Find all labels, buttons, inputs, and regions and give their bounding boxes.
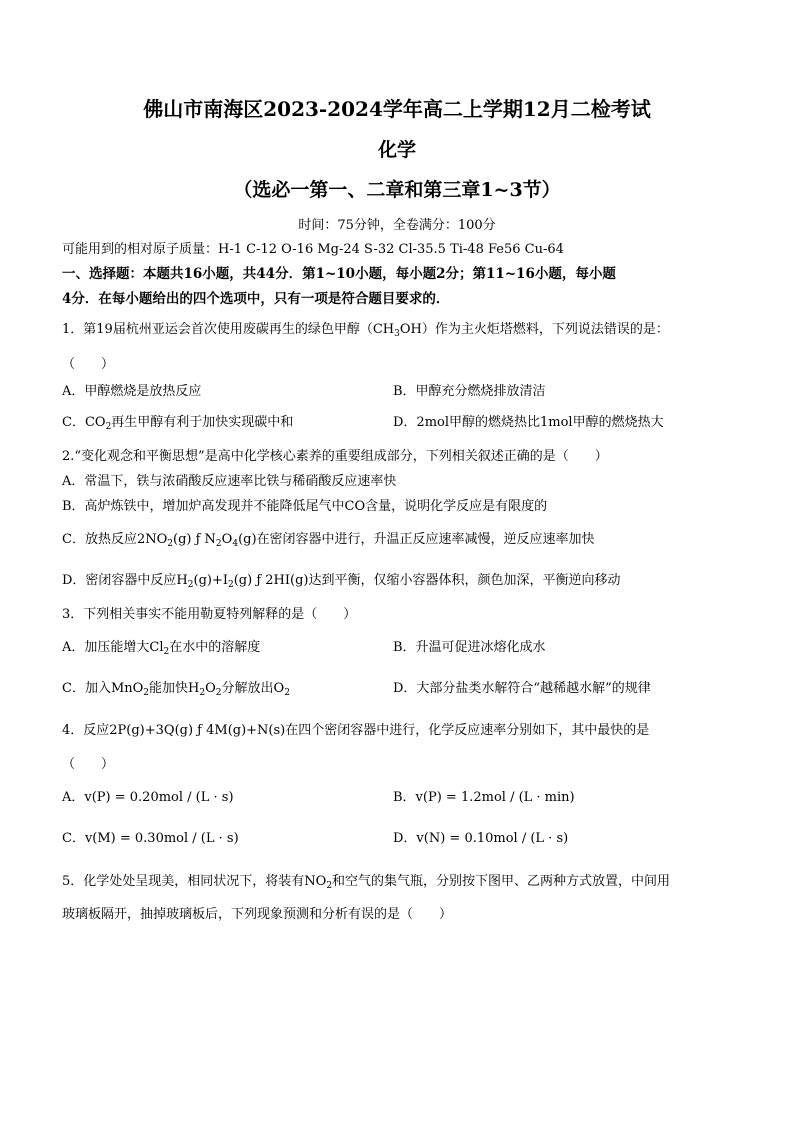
q3-option-b: B．升温可促进冰熔化成水: [393, 640, 546, 655]
q4-answer-paren: （ ）: [62, 757, 115, 772]
q2-option-b: B．高炉炼铁中，增加炉高发现并不能降低尾气中CO含量，说明化学反应是有限度的: [62, 499, 548, 514]
q5-stem-line1: 5．化学处处呈现美，相同状况下，将装有$NO_2$和空气的集气瓶，分别按下图甲、乙两种方式放置，中间用: [62, 874, 671, 891]
q2-option-c: C．放热反应$2NO_2(g)$ ƒ $N_2O_4(g)$在密闭容器中进行，升温正反应速率减慢，逆反应速率加快: [62, 532, 595, 549]
q2-option-a: A．常温下，铁与浓硝酸反应速率比铁与稀硝酸反应速率快: [62, 474, 397, 489]
q2-stem: 2.“变化观念和平衡思想”是高中化学核心素养的重要组成部分，下列相关叙述正确的是（ ）: [62, 449, 608, 464]
atomic-mass-line: 可能用到的相对原子质量：H-1 C-12 O-16 Mg-24 S-32 Cl-35.5 Ti-48 Fe56 Cu-64: [62, 242, 564, 257]
q4-stem: 4．反应2P(g)+3Q(g) ƒ 4M(g)+N(s)在四个密闭容器中进行，化学反应速率分别如下，其中最快的是: [62, 723, 650, 738]
q4-option-d: D．v(N) = 0.10mol / (L · s): [393, 831, 569, 846]
section1-heading-line2: 4分．在每小题给出的四个选项中，只有一项是符合题目要求的．: [62, 291, 450, 307]
q1-stem: 1．第19届杭州亚运会首次使用废碳再生的绿色甲醇$(CH_3OH)$作为主火炬塔燃料，下列说法错误的是：: [62, 322, 669, 339]
q4-option-b: B．v(P) = 1.2mol / (L · min): [393, 790, 575, 805]
q4-option-c: C．v(M) = 0.30mol / (L · s): [62, 831, 239, 846]
subject-title: 化学: [377, 139, 416, 161]
q3-option-c: C．加入MnO$_2$能加快$H_2O_2$分解放出$O_2$: [62, 681, 290, 698]
q2-option-d: D．密闭容器中反应$H_2(g)+I_2(g)$ ƒ 2HI(g)达到平衡，仅缩小容器体积，颜色加深，平衡逆向移动: [62, 573, 621, 590]
q3-stem: 3．下列相关事实不能用勒夏特列解释的是（ ）: [62, 607, 357, 622]
q1-option-c: C．$CO_2$再生甲醇有利于加快实现碳中和: [62, 415, 294, 432]
q1-option-b: B．甲醇充分燃烧排放清洁: [393, 384, 546, 399]
q1-answer-paren: （ ）: [62, 357, 115, 372]
time-info: 时间：75分钟，全卷满分：100分: [298, 218, 496, 233]
scope-title: （选必一第一、二章和第三章1~3节）: [233, 179, 561, 201]
q3-option-a: A．加压能增大$Cl_2$在水中的溶解度: [62, 640, 261, 657]
q1-option-d: D．2mol甲醇的燃烧热比1mol甲醇的燃烧热大: [393, 415, 664, 430]
section1-heading-line1: 一、选择题：本题共16小题，共44分．第1~10小题，每小题2分；第11~16小题，每小题: [62, 266, 616, 282]
q1-option-a: A．甲醇燃烧是放热反应: [62, 384, 202, 399]
q3-option-d: D．大部分盐类水解符合“越稀越水解”的规律: [393, 681, 651, 696]
q5-stem-line2: 玻璃板隔开，抽掉玻璃板后，下列现象预测和分析有误的是（ ）: [62, 907, 453, 922]
exam-title: 佛山市南海区2023-2024学年高二上学期12月二检考试: [143, 97, 651, 121]
q4-option-a: A．v(P) = 0.20mol / (L · s): [62, 790, 234, 805]
